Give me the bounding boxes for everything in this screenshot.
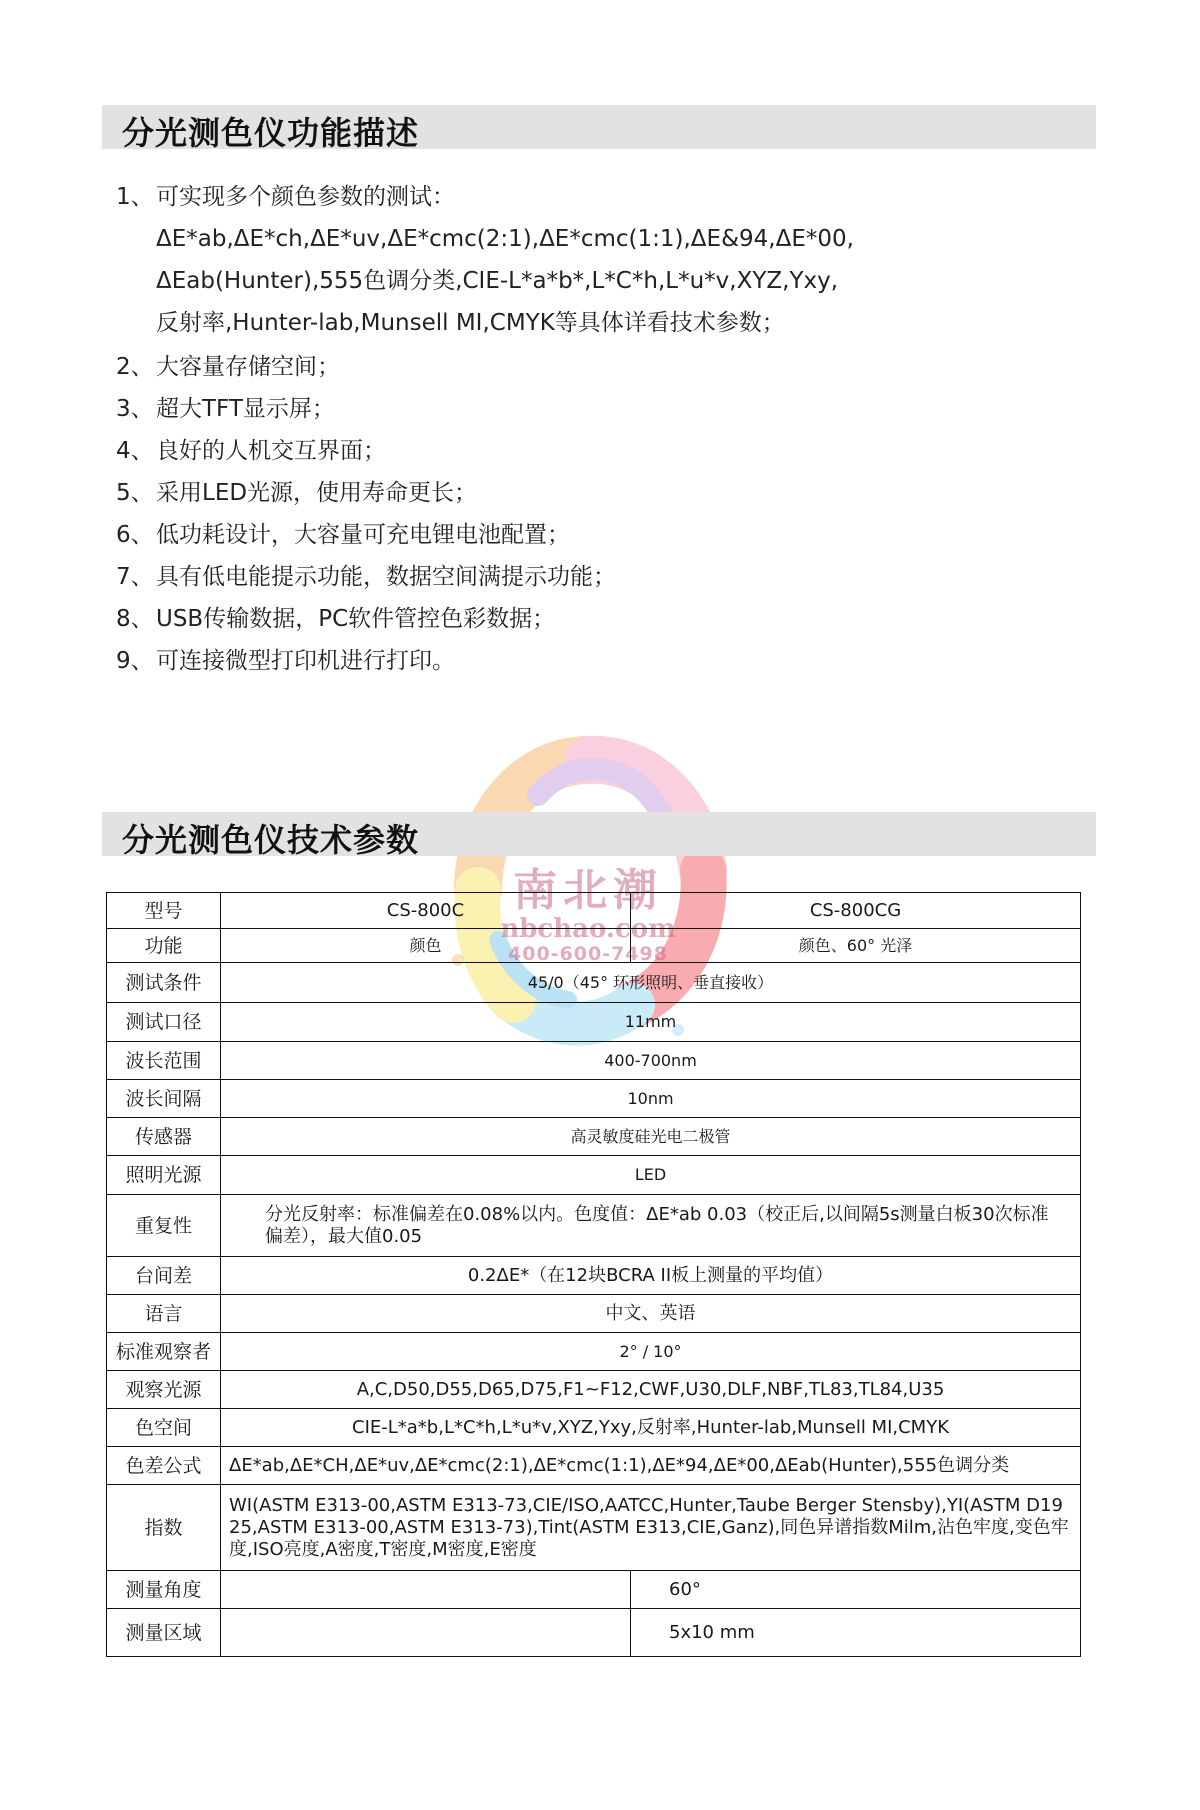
table-row — [107, 1333, 1081, 1371]
row-label: 标准观察者 — [107, 1333, 221, 1371]
table-row — [107, 1485, 1081, 1571]
model-b: CS-800CG — [631, 893, 1081, 929]
table-row — [107, 1571, 1081, 1609]
row-value: 45/0（45° 环形照明、垂直接收） — [221, 963, 1081, 1003]
section-title-specs: 分光测色仪技术参数 — [122, 821, 420, 859]
row-label: 色差公式 — [107, 1447, 221, 1485]
row-value: 10nm — [221, 1080, 1081, 1118]
area-a — [221, 1609, 631, 1657]
feature-item: 1、 可实现多个颜色参数的测试： — [116, 184, 455, 210]
feature-item: 2、 大容量存储空间； — [116, 354, 340, 380]
angle-a — [221, 1571, 631, 1609]
row-value: LED — [221, 1156, 1081, 1195]
row-label: 波长间隔 — [107, 1080, 221, 1118]
row-value: 0.2ΔE*（在12块BCRA II板上测量的平均值） — [221, 1257, 1081, 1295]
feature-item: 7、 具有低电能提示功能，数据空间满提示功能； — [116, 564, 616, 590]
row-label: 观察光源 — [107, 1371, 221, 1409]
table-row — [107, 1195, 1081, 1257]
table-row — [107, 929, 1081, 963]
function-b: 颜色、60° 光泽 — [631, 929, 1081, 963]
row-label: 传感器 — [107, 1118, 221, 1156]
section-title-features: 分光测色仪功能描述 — [122, 114, 420, 152]
feature-item: 3、 超大TFT显示屏； — [116, 396, 335, 422]
table-row — [107, 1156, 1081, 1195]
row-label: 重复性 — [107, 1195, 221, 1257]
watermark-phone: 400-600-7498 — [508, 943, 668, 965]
row-label: 测试条件 — [107, 963, 221, 1003]
row-value: 2° / 10° — [221, 1333, 1081, 1371]
angle-b: 60° — [631, 1571, 1081, 1609]
feature-item: 6、 低功耗设计，大容量可充电锂电池配置； — [116, 522, 570, 548]
row-label: 语言 — [107, 1295, 221, 1333]
row-value: CIE-L*a*b,L*C*h,L*u*v,XYZ,Yxy,反射率,Hunter-lab,Munsell MI,CMYK — [221, 1409, 1081, 1447]
row-value: 中文、英语 — [221, 1295, 1081, 1333]
feature-subline: ΔE*ab,ΔE*ch,ΔE*uv,ΔE*cmc(2:1),ΔE*cmc(1:1),ΔE&94,ΔE*00, — [156, 226, 854, 252]
row-label: 照明光源 — [107, 1156, 221, 1195]
function-a: 颜色 — [221, 929, 631, 963]
row-value: WI(ASTM E313-00,ASTM E313-73,CIE/ISO,AATCC,Hunter,Taube Berger Stensby),YI(ASTM D1925,ASTM E313-00,ASTM E313-73),Tint(ASTM E313,CIE,Ganz),同色异谱指数Milm,沾色牢度,变色牢度,ISO亮度,A密度,T密度,M密度,E密度 — [221, 1485, 1081, 1571]
row-label: 色空间 — [107, 1409, 221, 1447]
feature-list — [116, 176, 1106, 682]
table-row — [107, 1003, 1081, 1042]
table-row — [107, 1118, 1081, 1156]
table-row — [107, 1409, 1081, 1447]
feature-subline: ΔEab(Hunter),555色调分类,CIE-L*a*b*,L*C*h,L*u*v,XYZ,Yxy, — [156, 268, 839, 294]
table-row — [107, 1042, 1081, 1080]
row-label: 波长范围 — [107, 1042, 221, 1080]
row-value: 11mm — [221, 1003, 1081, 1042]
table-row — [107, 1371, 1081, 1409]
feature-item: 4、 良好的人机交互界面； — [116, 438, 386, 464]
row-label: 指数 — [107, 1485, 221, 1571]
table-row — [107, 1080, 1081, 1118]
row-label: 测试口径 — [107, 1003, 221, 1042]
row-value: ΔE*ab,ΔE*CH,ΔE*uv,ΔE*cmc(2:1),ΔE*cmc(1:1),ΔE*94,ΔE*00,ΔEab(Hunter),555色调分类 — [221, 1447, 1081, 1485]
spec-table — [106, 892, 1081, 1657]
table-row — [107, 963, 1081, 1003]
watermark-brand: 南北潮 — [513, 865, 663, 916]
row-label: 台间差 — [107, 1257, 221, 1295]
table-row — [107, 893, 1081, 929]
row-label: 型号 — [107, 893, 221, 929]
model-a: CS-800C — [221, 893, 631, 929]
row-value: A,C,D50,D55,D65,D75,F1~F12,CWF,U30,DLF,NBF,TL83,TL84,U35 — [221, 1371, 1081, 1409]
area-b: 5x10 mm — [631, 1609, 1081, 1657]
row-label: 测量区域 — [107, 1609, 221, 1657]
row-value: 400-700nm — [221, 1042, 1081, 1080]
table-row — [107, 1609, 1081, 1657]
feature-subline: 反射率,Hunter-lab,Munsell MI,CMYK等具体详看技术参数； — [156, 310, 785, 336]
feature-item: 9、 可连接微型打印机进行打印。 — [116, 648, 455, 674]
watermark-domain: nbchao.com — [500, 914, 676, 944]
row-label: 功能 — [107, 929, 221, 963]
row-label: 测量角度 — [107, 1571, 221, 1609]
feature-item: 5、 采用LED光源，使用寿命更长； — [116, 480, 478, 506]
table-row — [107, 1295, 1081, 1333]
row-value: 高灵敏度硅光电二极管 — [221, 1118, 1081, 1156]
feature-item: 8、 USB传输数据，PC软件管控色彩数据； — [116, 606, 556, 632]
table-row — [107, 1447, 1081, 1485]
row-value: 分光反射率：标准偏差在0.08%以内。色度值：ΔE*ab 0.03（校正后,以间隔5s测量白板30次标准偏差），最大值0.05 — [221, 1195, 1081, 1257]
table-row — [107, 1257, 1081, 1295]
